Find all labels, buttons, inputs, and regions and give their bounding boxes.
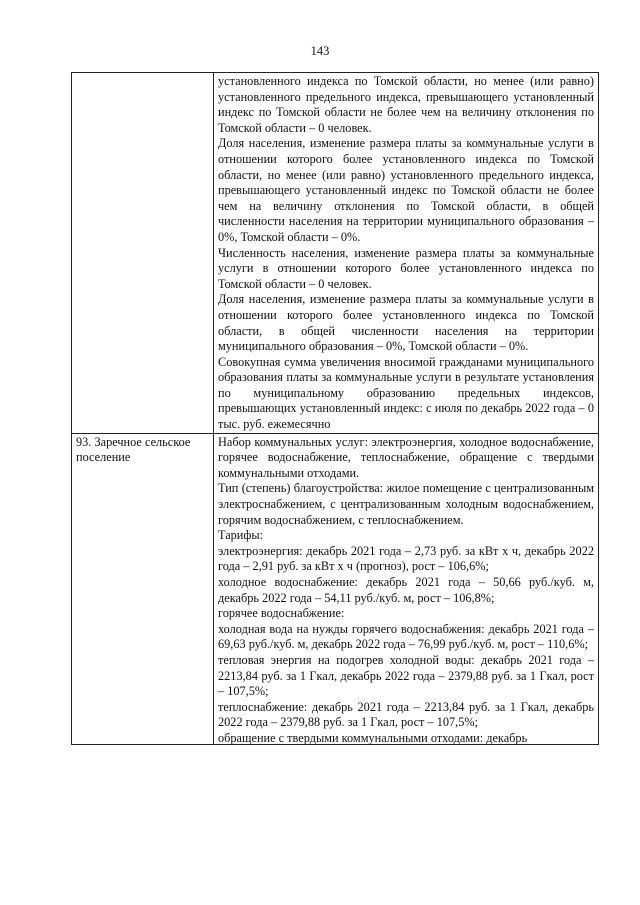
paragraph: Доля населения, изменение размера платы за коммунальные услуги в отношении которого более установленного индекса по Томской области, но менее (или равно) установленного предельного индекса, превышающего установленный индекс по Томской области не более чем на величину отклонения по Томской области, в общей численности населения на территории муниципального образования – 0%, Томской области – 0%. bbox=[218, 136, 594, 244]
document-table bbox=[71, 72, 599, 745]
paragraph: тепловая энергия на подогрев холодной воды: декабрь 2021 года – 2213,84 руб. за 1 Гкал, декабрь 2022 года – 2379,88 руб. за 1 Гкал, рост – 107,5%; bbox=[218, 652, 594, 699]
table-cell-details bbox=[214, 433, 599, 744]
table-cell-settlement bbox=[72, 73, 214, 434]
table-row bbox=[72, 433, 599, 744]
paragraph: горячее водоснабжение: bbox=[218, 606, 345, 621]
paragraph: Совокупная сумма увеличения вносимой гражданами муниципального образования платы за коммунальные услуги в результате установления по муниципальному образованию предельных индексов, превышающих установленный индекс: с июля по декабрь 2022 года – 0 тыс. руб. ежемесячно bbox=[218, 354, 594, 432]
page-number: 143 bbox=[310, 44, 330, 58]
paragraph: установленного индекса по Томской области, но менее (или равно) установленного предельного индекса, превышающего установленный индекс по Томской области не более чем на величину отклонения по Томской области – 0 человек. bbox=[218, 74, 594, 135]
paragraph: холодная вода на нужды горячего водоснабжения: декабрь 2021 года – 69,63 руб./куб. м, декабрь 2022 года – 76,99 руб./куб. м, рост – 110,6%; bbox=[218, 621, 594, 652]
paragraph: электроэнергия: декабрь 2021 года – 2,73 руб. за кВт х ч, декабрь 2022 года – 2,91 руб. за кВт х ч (прогноз), рост – 106,6%; bbox=[218, 543, 594, 574]
paragraph: Доля населения, изменение размера платы за коммунальные услуги в отношении которого более установленного индекса по Томской области, в общей численности населения на территории муниципального образования – 0%, Томской области – 0%. bbox=[218, 292, 594, 354]
paragraph: холодное водоснабжение: декабрь 2021 года – 50,66 руб./куб. м, декабрь 2022 года – 54,11 руб./куб. м, рост – 106,8%; bbox=[218, 575, 594, 605]
paragraph: обращение с твердыми коммунальными отходами: декабрь bbox=[218, 730, 528, 744]
paragraph: Тарифы: bbox=[218, 528, 264, 543]
paragraph: Численность населения, изменение размера платы за коммунальные услуги в отношении которого более установленного индекса по Томской области – 0 человек. bbox=[218, 245, 594, 291]
table-cell-settlement: 93. Заречное сельское поселение bbox=[72, 433, 214, 744]
paragraph: Набор коммунальных услуг: электроэнергия, холодное водоснабжение, горячее водоснабжение, теплоснабжение, обращение с твердыми коммунальными отходами. bbox=[218, 434, 594, 480]
paragraph: Тип (степень) благоустройства: жилое помещение с централизованным электроснабжением, с централизованным холодным водоснабжением, горячим водоснабжением, с теплоснабжением. bbox=[218, 481, 594, 527]
paragraph: теплоснабжение: декабрь 2021 года – 2213,84 руб. за 1 Гкал, декабрь 2022 года – 2379,88 руб. за 1 Гкал, рост – 107,5%; bbox=[218, 699, 594, 730]
table-cell-details bbox=[214, 73, 599, 434]
table-row bbox=[72, 73, 599, 434]
